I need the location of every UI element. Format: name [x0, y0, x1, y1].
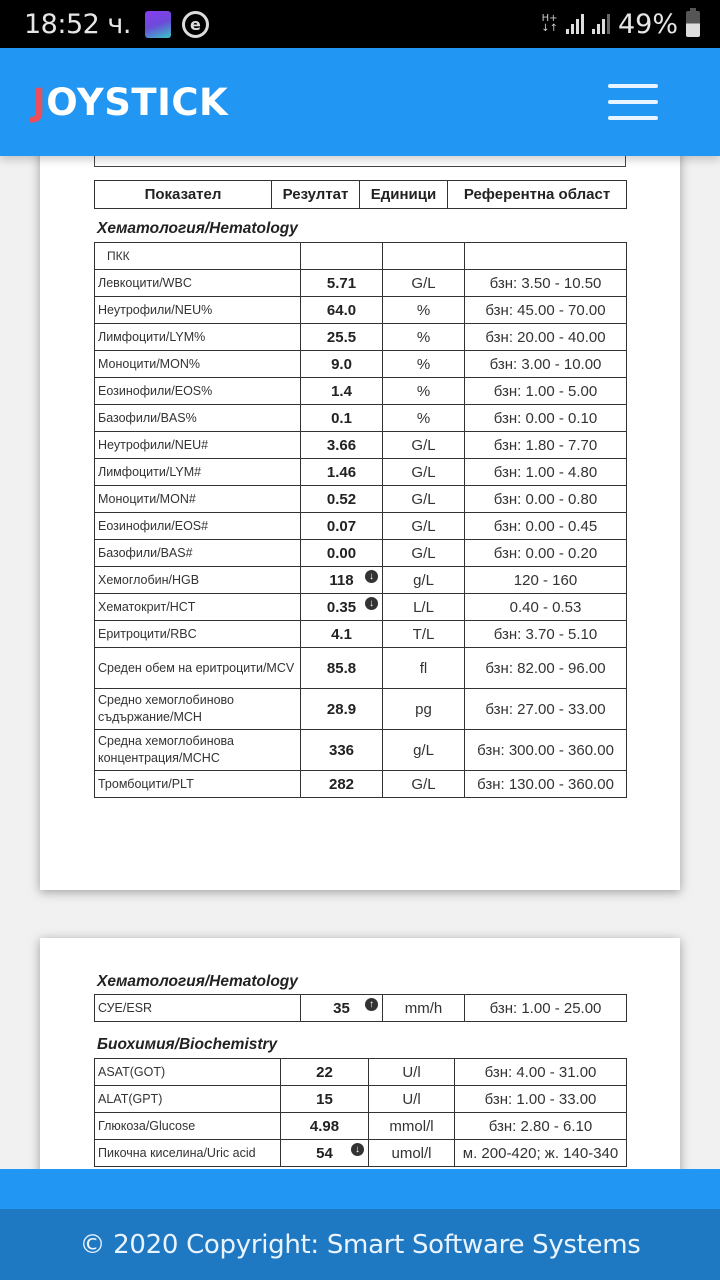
test-reference-range: бзн: 3.70 - 5.10 — [465, 621, 627, 648]
result-row — [95, 689, 627, 730]
result-row — [95, 648, 627, 689]
test-unit: T/L — [383, 621, 465, 648]
test-reference-range: бзн: 20.00 - 40.00 — [465, 324, 627, 351]
test-name: Лимфоцити/LYM% — [95, 324, 301, 351]
test-reference-range: бзн: 1.00 - 25.00 — [465, 995, 627, 1022]
test-unit: G/L — [383, 540, 465, 567]
test-name: Средна хемоглобинова концентрация/MCHC — [95, 730, 301, 771]
test-unit: mmol/l — [369, 1113, 455, 1140]
test-unit: % — [383, 297, 465, 324]
signal-icon-2 — [592, 14, 610, 34]
test-reference-range: бзн: 300.00 - 360.00 — [465, 730, 627, 771]
test-name: Моноцити/MON# — [95, 486, 301, 513]
test-unit: G/L — [383, 486, 465, 513]
test-reference-range: 0.40 - 0.53 — [465, 594, 627, 621]
footer-band — [0, 1169, 720, 1209]
column-header-table — [94, 180, 627, 209]
test-unit: U/l — [369, 1059, 455, 1086]
test-reference-range: бзн: 1.00 - 33.00 — [455, 1086, 627, 1113]
test-value: 15 — [281, 1086, 369, 1113]
footer — [0, 1209, 720, 1280]
test-unit: G/L — [383, 771, 465, 798]
signal-icon — [566, 14, 584, 34]
test-value: 5.71 — [301, 270, 383, 297]
test-reference-range: м. 200-420; ж. 140-340 — [455, 1140, 627, 1167]
result-row — [95, 540, 627, 567]
test-value: 0.07 — [301, 513, 383, 540]
col-reference: Референтна област — [448, 181, 627, 209]
test-unit: g/L — [383, 730, 465, 771]
test-reference-range: бзн: 1.80 - 7.70 — [465, 432, 627, 459]
test-value: 0.1 — [301, 405, 383, 432]
test-name: Среден обем на еритроцити/MCV — [95, 648, 301, 689]
test-name: Хематокрит/HCT — [95, 594, 301, 621]
result-row — [95, 486, 627, 513]
result-row — [95, 1086, 627, 1113]
test-reference-range: бзн: 27.00 - 33.00 — [465, 689, 627, 730]
test-reference-range: бзн: 1.00 - 4.80 — [465, 459, 627, 486]
result-row — [95, 270, 627, 297]
arrow-down-icon: ↓ — [351, 1143, 364, 1156]
result-row — [95, 459, 627, 486]
menu-icon[interactable] — [608, 84, 658, 120]
test-value: 282 — [301, 771, 383, 798]
test-reference-range: бзн: 45.00 - 70.00 — [465, 297, 627, 324]
battery-percent: 49% — [617, 8, 678, 40]
test-value: 28.9 — [301, 689, 383, 730]
test-reference-range: бзн: 3.00 - 10.00 — [465, 351, 627, 378]
test-value: 25.5 — [301, 324, 383, 351]
result-row — [95, 405, 627, 432]
test-name: СУЕ/ESR — [95, 995, 301, 1022]
test-reference-range: 120 - 160 — [465, 567, 627, 594]
result-row — [95, 594, 627, 621]
test-value: 85.8 — [301, 648, 383, 689]
result-row — [95, 324, 627, 351]
test-reference-range: бзн: 82.00 - 96.00 — [465, 648, 627, 689]
test-name: Базофили/BAS% — [95, 405, 301, 432]
test-unit: % — [383, 324, 465, 351]
result-row — [95, 513, 627, 540]
test-unit: L/L — [383, 594, 465, 621]
test-unit: % — [383, 405, 465, 432]
app-notification-icon — [145, 11, 171, 38]
arrow-down-icon: ↓ — [365, 597, 378, 610]
test-name: Еритроцити/RBC — [95, 621, 301, 648]
test-value: 64.0 — [301, 297, 383, 324]
group-label: ПКК — [95, 243, 301, 270]
result-row — [95, 771, 627, 798]
test-value: 54 ↓ — [281, 1140, 369, 1167]
test-value: 0.00 — [301, 540, 383, 567]
test-reference-range: бзн: 0.00 - 0.10 — [465, 405, 627, 432]
result-row — [95, 378, 627, 405]
test-reference-range: бзн: 1.00 - 5.00 — [465, 378, 627, 405]
test-reference-range: бзн: 0.00 - 0.80 — [465, 486, 627, 513]
section-title: Биохимия/Biochemistry — [97, 1036, 278, 1053]
col-units: Единици — [360, 181, 448, 209]
test-name: ALAT(GPT) — [95, 1086, 281, 1113]
test-value: 3.66 — [301, 432, 383, 459]
test-value: 1.4 — [301, 378, 383, 405]
status-bar — [0, 0, 720, 48]
test-value: 118 ↓ — [301, 567, 383, 594]
test-value: 9.0 — [301, 351, 383, 378]
test-reference-range: бзн: 2.80 - 6.10 — [455, 1113, 627, 1140]
test-value: 22 — [281, 1059, 369, 1086]
test-value: 4.98 — [281, 1113, 369, 1140]
test-name: ASAT(GOT) — [95, 1059, 281, 1086]
test-reference-range: бзн: 3.50 - 10.50 — [465, 270, 627, 297]
test-unit: g/L — [383, 567, 465, 594]
col-result: Резултат — [272, 181, 360, 209]
test-name: Моноцити/MON% — [95, 351, 301, 378]
test-value: 336 — [301, 730, 383, 771]
result-row — [95, 1140, 627, 1167]
section-title: Хематология/Hematology — [97, 973, 298, 990]
copyright-text: © 2020 Copyright: Smart Software Systems — [79, 1229, 641, 1260]
test-reference-range: бзн: 4.00 - 31.00 — [455, 1059, 627, 1086]
e-notification-icon: e — [182, 11, 209, 38]
test-value: 1.46 — [301, 459, 383, 486]
test-unit: mm/h — [383, 995, 465, 1022]
test-value: 4.1 — [301, 621, 383, 648]
test-value: 0.35 ↓ — [301, 594, 383, 621]
test-name: Неутрофили/NEU% — [95, 297, 301, 324]
network-type-icon: H+ ↓↑ — [541, 13, 558, 34]
col-indicator: Показател — [95, 181, 272, 209]
test-unit: % — [383, 378, 465, 405]
test-name: Средно хемоглобиново съдържание/MCH — [95, 689, 301, 730]
test-reference-range: бзн: 0.00 - 0.20 — [465, 540, 627, 567]
results-table-esr — [94, 994, 627, 1022]
test-unit: G/L — [383, 513, 465, 540]
test-name: Левкоцити/WBC — [95, 270, 301, 297]
test-unit: umol/l — [369, 1140, 455, 1167]
test-reference-range: бзн: 130.00 - 360.00 — [465, 771, 627, 798]
logo[interactable]: JOYSTICK — [32, 80, 229, 124]
result-row — [95, 297, 627, 324]
battery-icon — [686, 11, 700, 37]
test-name: Хемоглобин/HGB — [95, 567, 301, 594]
arrow-up-icon: ↑ — [365, 998, 378, 1011]
test-name: Тромбоцити/PLT — [95, 771, 301, 798]
section-title: Хематология/Hematology — [97, 220, 298, 237]
test-unit: G/L — [383, 432, 465, 459]
arrow-down-icon: ↓ — [365, 570, 378, 583]
result-row — [95, 621, 627, 648]
results-table-biochemistry — [94, 1058, 627, 1167]
report-page-1 — [40, 100, 680, 890]
result-row — [95, 351, 627, 378]
results-table-hematology — [94, 242, 627, 798]
test-name: Еозинофили/EOS# — [95, 513, 301, 540]
result-row — [95, 567, 627, 594]
test-name: Базофили/BAS# — [95, 540, 301, 567]
test-value: 0.52 — [301, 486, 383, 513]
test-unit: pg — [383, 689, 465, 730]
test-name: Лимфоцити/LYM# — [95, 459, 301, 486]
result-row — [95, 730, 627, 771]
test-unit: fl — [383, 648, 465, 689]
test-name: Глюкоза/Glucose — [95, 1113, 281, 1140]
test-value: 35 ↑ — [301, 995, 383, 1022]
test-unit: G/L — [383, 270, 465, 297]
test-unit: G/L — [383, 459, 465, 486]
result-row — [95, 1059, 627, 1086]
group-row — [95, 243, 627, 270]
result-row — [95, 1113, 627, 1140]
test-name: Еозинофили/EOS% — [95, 378, 301, 405]
status-time: 18:52 ч. — [24, 8, 131, 40]
app-header — [0, 48, 720, 156]
test-unit: % — [383, 351, 465, 378]
result-row — [95, 995, 627, 1022]
result-row — [95, 432, 627, 459]
test-name: Неутрофили/NEU# — [95, 432, 301, 459]
test-name: Пикочна киселина/Uric acid — [95, 1140, 281, 1167]
test-unit: U/l — [369, 1086, 455, 1113]
test-reference-range: бзн: 0.00 - 0.45 — [465, 513, 627, 540]
